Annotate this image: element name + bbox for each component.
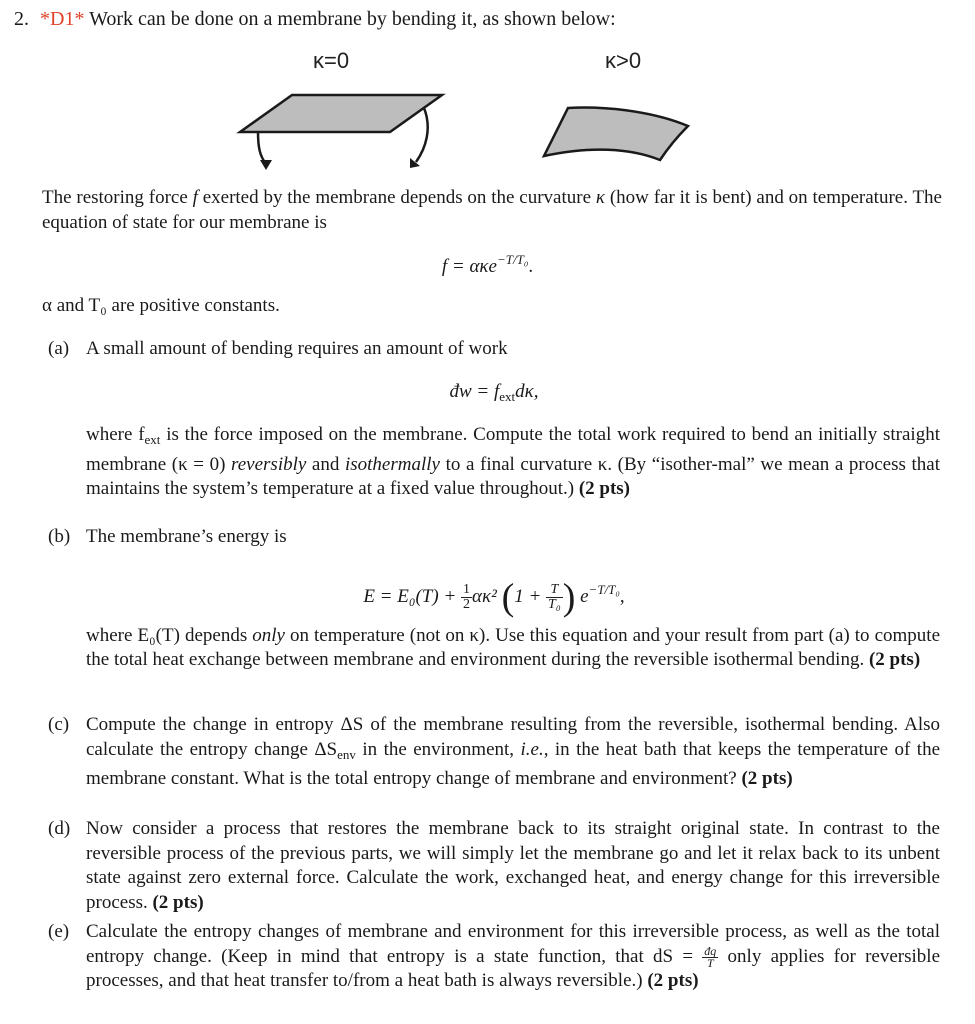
part-b-eq-a: E = E₀(T) + [363, 585, 462, 607]
constants-line: α and T₀ are positive constants. [42, 295, 280, 316]
part-b [48, 525, 940, 705]
part-c-text-3: , in the heat bath that keeps the temperature of the membrane constant. What is the total entropy change of membrane and environment? [86, 738, 940, 789]
intro-text-2: exerted by the membrane depends on the curvature [197, 187, 596, 208]
paren-open: ( [501, 576, 515, 619]
part-d [48, 817, 940, 917]
problem-title [14, 8, 616, 31]
intro-text-1: The restoring force [42, 187, 193, 208]
dq-denominator: T [706, 955, 714, 970]
part-d-label: (d) [48, 818, 71, 839]
intro-paragraph [42, 186, 942, 235]
part-a-reversibly: reversibly [231, 453, 307, 475]
membrane-drawing [220, 48, 740, 178]
part-c [48, 713, 940, 813]
problem-tag: *D1* [40, 8, 85, 30]
part-e-body [86, 920, 940, 994]
part-c-points: (2 pts) [741, 768, 793, 789]
part-a-eq-lhs: đw = f [449, 380, 500, 402]
part-e-text-2: only applies for reversible processes, and that heat transfer to/from a heat bath is always reversible.) [86, 945, 940, 991]
part-e [48, 920, 940, 1020]
part-b-only: only [252, 624, 285, 646]
problem-number: 2. [14, 8, 29, 30]
right-bend-arrow [416, 108, 428, 162]
part-b-energy-equation [48, 566, 940, 619]
part-a [48, 337, 940, 517]
part-b-intro: The membrane’s energy is [86, 526, 287, 547]
paren-close: ) [562, 576, 576, 619]
part-a-text-1: where f [86, 424, 145, 445]
part-b-label: (b) [48, 526, 71, 547]
part-d-text: Now consider a process that restores the membrane back to its straight original state. In contrast to the reversible process of the previous parts, we will simply let the membrane go and let it relax back to its unbent state against zero external force. Calculate the work, exchanged heat, and energy change for this irreversible process. [86, 818, 940, 913]
part-a-fext-sub: ext [144, 432, 161, 447]
part-b-eq-b: ακ² [472, 585, 502, 607]
part-a-text-3: to a final curvature κ. (By “isother-mal” we mean a process that maintains the system’s temperature at a fixed value throughout.) [86, 453, 940, 499]
t-denominator: T₀ [548, 596, 561, 612]
flat-membrane [240, 95, 442, 132]
part-d-points: (2 pts) [152, 891, 204, 913]
left-arrow-head [260, 160, 272, 170]
equation-of-state [0, 252, 975, 278]
part-b-t-fraction [546, 583, 563, 612]
intro-kappa-symbol: κ [595, 187, 605, 208]
membrane-figure [220, 48, 740, 178]
part-c-env-sub: env [337, 746, 356, 762]
intro-text-3: (how far it is bent) and on temperature. The equation of state for our membrane is [42, 187, 942, 233]
part-b-half-fraction [461, 583, 472, 612]
part-b-body [86, 525, 940, 673]
part-e-label: (e) [48, 921, 70, 942]
part-c-ie: i.e. [520, 738, 544, 760]
part-e-dq-fraction [702, 943, 718, 970]
eq-state-exponent: −T/T₀ [497, 252, 529, 267]
part-a-text-2: is the force imposed on the membrane. Compute the total work required to bend an initially straight membrane (κ = 0) [86, 424, 940, 475]
kappa-zero-label: κ=0 [313, 48, 350, 73]
part-b-eq-end: , [619, 585, 625, 607]
part-b-eq-e: e [575, 585, 589, 607]
part-c-label: (c) [48, 714, 70, 735]
part-b-points: (2 pts) [868, 649, 921, 670]
part-a-body [86, 337, 940, 502]
part-b-question [86, 624, 940, 673]
intro-force-symbol: f [192, 187, 198, 208]
t-numerator: T [546, 583, 563, 598]
part-c-text-1: Compute the change in entropy ΔS of the membrane resulting from the reversible, isothermal bending. Also calculate the entropy change ΔS [86, 714, 940, 760]
kappa-positive-label: κ>0 [605, 48, 642, 73]
part-a-intro: A small amount of bending requires an amount of work [86, 338, 508, 359]
eq-state-end: . [528, 256, 534, 277]
part-c-text-2: in the environment, [355, 738, 521, 760]
eq-state-lhs: f = ακe [441, 256, 497, 277]
part-a-isothermally: isothermally [344, 453, 440, 475]
part-a-label: (a) [48, 338, 70, 359]
part-a-points: (2 pts) [578, 478, 631, 499]
problem-title-text: Work can be done on a membrane by bending it, as shown below: [89, 8, 616, 30]
half-numerator: 1 [463, 581, 471, 597]
part-e-text-1: Calculate the entropy changes of membrane and environment for this irreversible process, as well as the total entropy change. (Keep in mind that entropy is a state function, that dS = [86, 921, 940, 967]
part-e-points: (2 pts) [647, 970, 699, 991]
part-b-eq-c: 1 + [514, 585, 547, 607]
left-bend-arrow [258, 132, 266, 164]
part-a-work-equation [48, 380, 940, 410]
part-b-text-1: where E₀(T) depends [86, 624, 253, 646]
part-c-body [86, 713, 940, 792]
part-a-eq-sub: ext [499, 388, 516, 404]
dq-numerator: đq [704, 943, 717, 958]
part-a-eq-end: dκ, [515, 380, 539, 402]
part-b-eq-exponent: −T/T₀ [588, 581, 620, 597]
half-denominator: 2 [463, 596, 471, 612]
part-a-question [86, 423, 940, 502]
part-b-text-2: on temperature (not on κ). Use this equation and your result from part (a) to compute the total heat exchange between membrane and environment during the reversible isothermal bending. [86, 624, 941, 670]
bent-membrane [544, 108, 688, 160]
part-a-and: and [306, 453, 345, 475]
part-d-body [86, 817, 940, 915]
